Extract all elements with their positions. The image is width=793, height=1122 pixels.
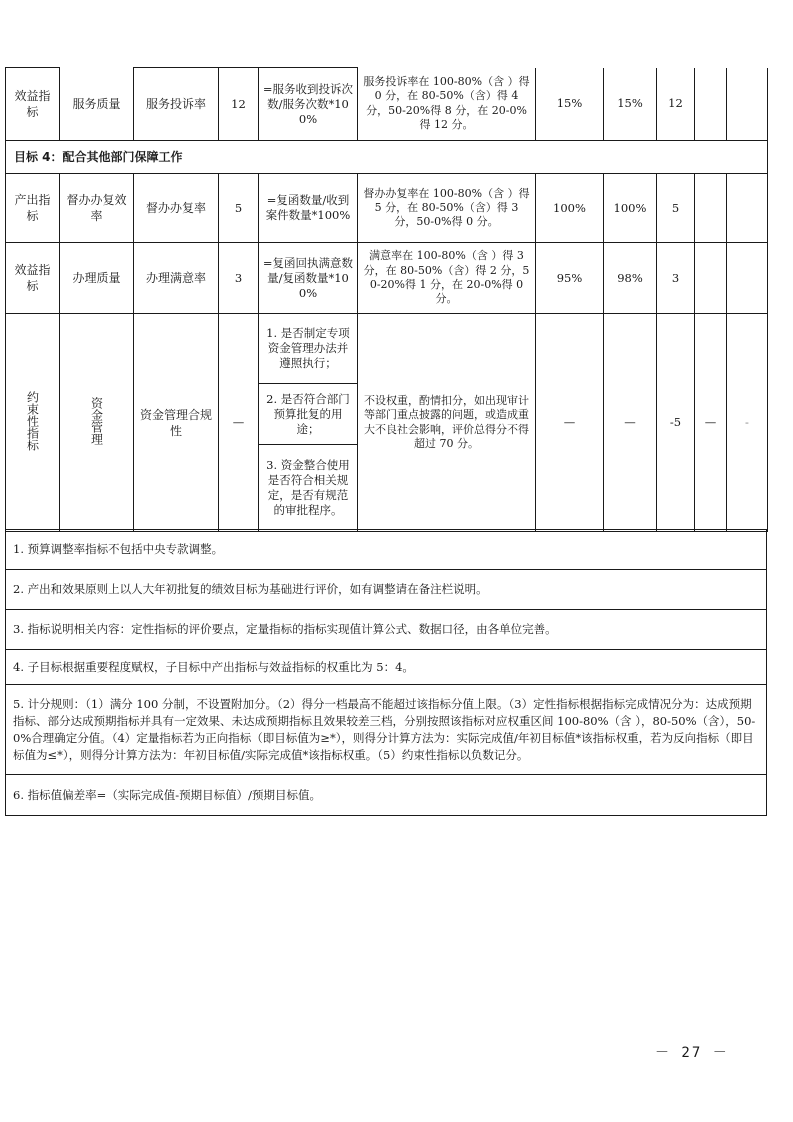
actual-cell: 15% — [604, 68, 657, 141]
target-cell: 95% — [536, 243, 604, 314]
category-cell — [6, 314, 60, 532]
table-row-constraint — [6, 314, 768, 532]
deviation-cell — [695, 68, 727, 141]
scoring-cell: 满意率在 100-80%（含 ）得 3 分，在 80-50%（含）得 2 分，50-20%得 1 分，在 20-0%得 0 分。 — [358, 243, 536, 314]
note-item: 6. 指标值偏差率=（实际完成值-预期目标值）/预期目标值。 — [6, 775, 767, 816]
weight-cell: 3 — [219, 243, 259, 314]
criteria-list — [259, 314, 357, 531]
category-cell: 效益指标 — [6, 243, 60, 314]
score-cell: 5 — [657, 174, 695, 243]
weight-cell: — — [219, 314, 259, 532]
note-item: 4. 子目标根据重要程度赋权，子目标中产出指标与效益指标的权重比为 5：4。 — [6, 650, 767, 685]
note-item-scoring-rules: 5. 计分规则：（1）满分 100 分制，不设置附加分。（2）得分一档最高不能超过该指标分值上限。（3）定性指标根据指标完成情况分为：达成预期指标、部分达成预期指标并具有一定效果、未达成预期指标且效果较差三档，分别按照该指标对应权重区间 100-80%（含 ），80-50%（含），50-0%合理确定分值。（4）定量指标若为正向指标（即目标值为≥*），则得分计算方法为：实际完成值/年初目标值*该指标权重，若为反向指标（即目标值为≤*），则得分计算方法为：年初目标值/实际完成值*该指标权重。（5）约束性指标以负数记分。 — [6, 685, 767, 775]
formula-cell: =复函回执满意数量/复函数量*100% — [259, 243, 358, 314]
note-item: 1. 预算调整率指标不包括中央专款调整。 — [6, 530, 767, 570]
criteria-item: 2. 是否符合部门预算批复的用途； — [259, 384, 357, 445]
score-cell: 3 — [657, 243, 695, 314]
deviation-cell — [695, 174, 727, 243]
actual-cell: 98% — [604, 243, 657, 314]
score-cell: 12 — [657, 68, 695, 141]
page-number: － 27 － — [655, 1045, 729, 1061]
target-cell: 100% — [536, 174, 604, 243]
scoring-cell: 服务投诉率在 100-80%（含 ）得 0 分，在 80-50%（含）得 4 分，50-20%得 8 分，在 20-0%得 12 分。 — [358, 68, 536, 141]
notes-table — [5, 529, 767, 816]
formula-cell: =复函数量/收到案件数量*100% — [259, 174, 358, 243]
formula-cell: =服务收到投诉次数/服务次数*100% — [259, 68, 358, 141]
scoring-cell: 督办办复率在 100-80%（含 ）得 5 分，在 80-50%（含）得 3 分，50-0%得 0 分。 — [358, 174, 536, 243]
remark-cell — [727, 68, 768, 141]
indicator-cell: 督办办复率 — [134, 174, 219, 243]
indicator-cell: 服务投诉率 — [134, 68, 219, 141]
remark-cell — [727, 174, 768, 243]
score-cell: -5 — [657, 314, 695, 532]
performance-indicator-table — [5, 67, 768, 532]
actual-cell: — — [604, 314, 657, 532]
table-row-handling — [6, 243, 768, 314]
criteria-cell — [259, 314, 358, 532]
remark-cell — [727, 243, 768, 314]
sub-category-cell: 督办办复效率 — [60, 174, 134, 243]
weight-cell: 12 — [219, 68, 259, 141]
deviation-cell: — — [695, 314, 727, 532]
indicator-cell: 办理满意率 — [134, 243, 219, 314]
scoring-cell: 不设权重，酌情扣分，如出现审计等部门重点披露的问题，或造成重大不良社会影响，评价总得分不得超过 70 分。 — [358, 314, 536, 532]
goal-4-title: 目标 4：配合其他部门保障工作 — [6, 141, 768, 174]
weight-cell: 5 — [219, 174, 259, 243]
target-cell: 15% — [536, 68, 604, 141]
deviation-cell — [695, 243, 727, 314]
goal-header-row — [6, 141, 768, 174]
criteria-item: 3. 资金整合使用是否符合相关规定，是否有规范的审批程序。 — [266, 458, 350, 517]
table-row-service-complaint — [6, 68, 768, 141]
sub-category-cell: 服务质量 — [60, 68, 134, 141]
indicator-cell: 资金管理合规性 — [134, 314, 219, 532]
constraint-category-label: 约束性指标 — [25, 390, 40, 451]
note-item: 3. 指标说明相关内容：定性指标的评价要点，定量指标的指标实现值计算公式、数据口径，由各单位完善。 — [6, 610, 767, 650]
criteria-item: 1. 是否制定专项资金管理办法并遵照执行； — [259, 314, 357, 384]
remark-cell: - — [727, 314, 768, 532]
actual-cell: 100% — [604, 174, 657, 243]
sub-category-cell — [60, 314, 134, 532]
target-cell: — — [536, 314, 604, 532]
sub-category-cell: 办理质量 — [60, 243, 134, 314]
table-row-supervision — [6, 174, 768, 243]
fund-management-label: 资金管理 — [89, 396, 104, 445]
category-cell: 效益指标 — [6, 68, 60, 141]
category-cell: 产出指标 — [6, 174, 60, 243]
note-item: 2. 产出和效果原则上以人大年初批复的绩效目标为基础进行评价，如有调整请在备注栏说明。 — [6, 570, 767, 610]
